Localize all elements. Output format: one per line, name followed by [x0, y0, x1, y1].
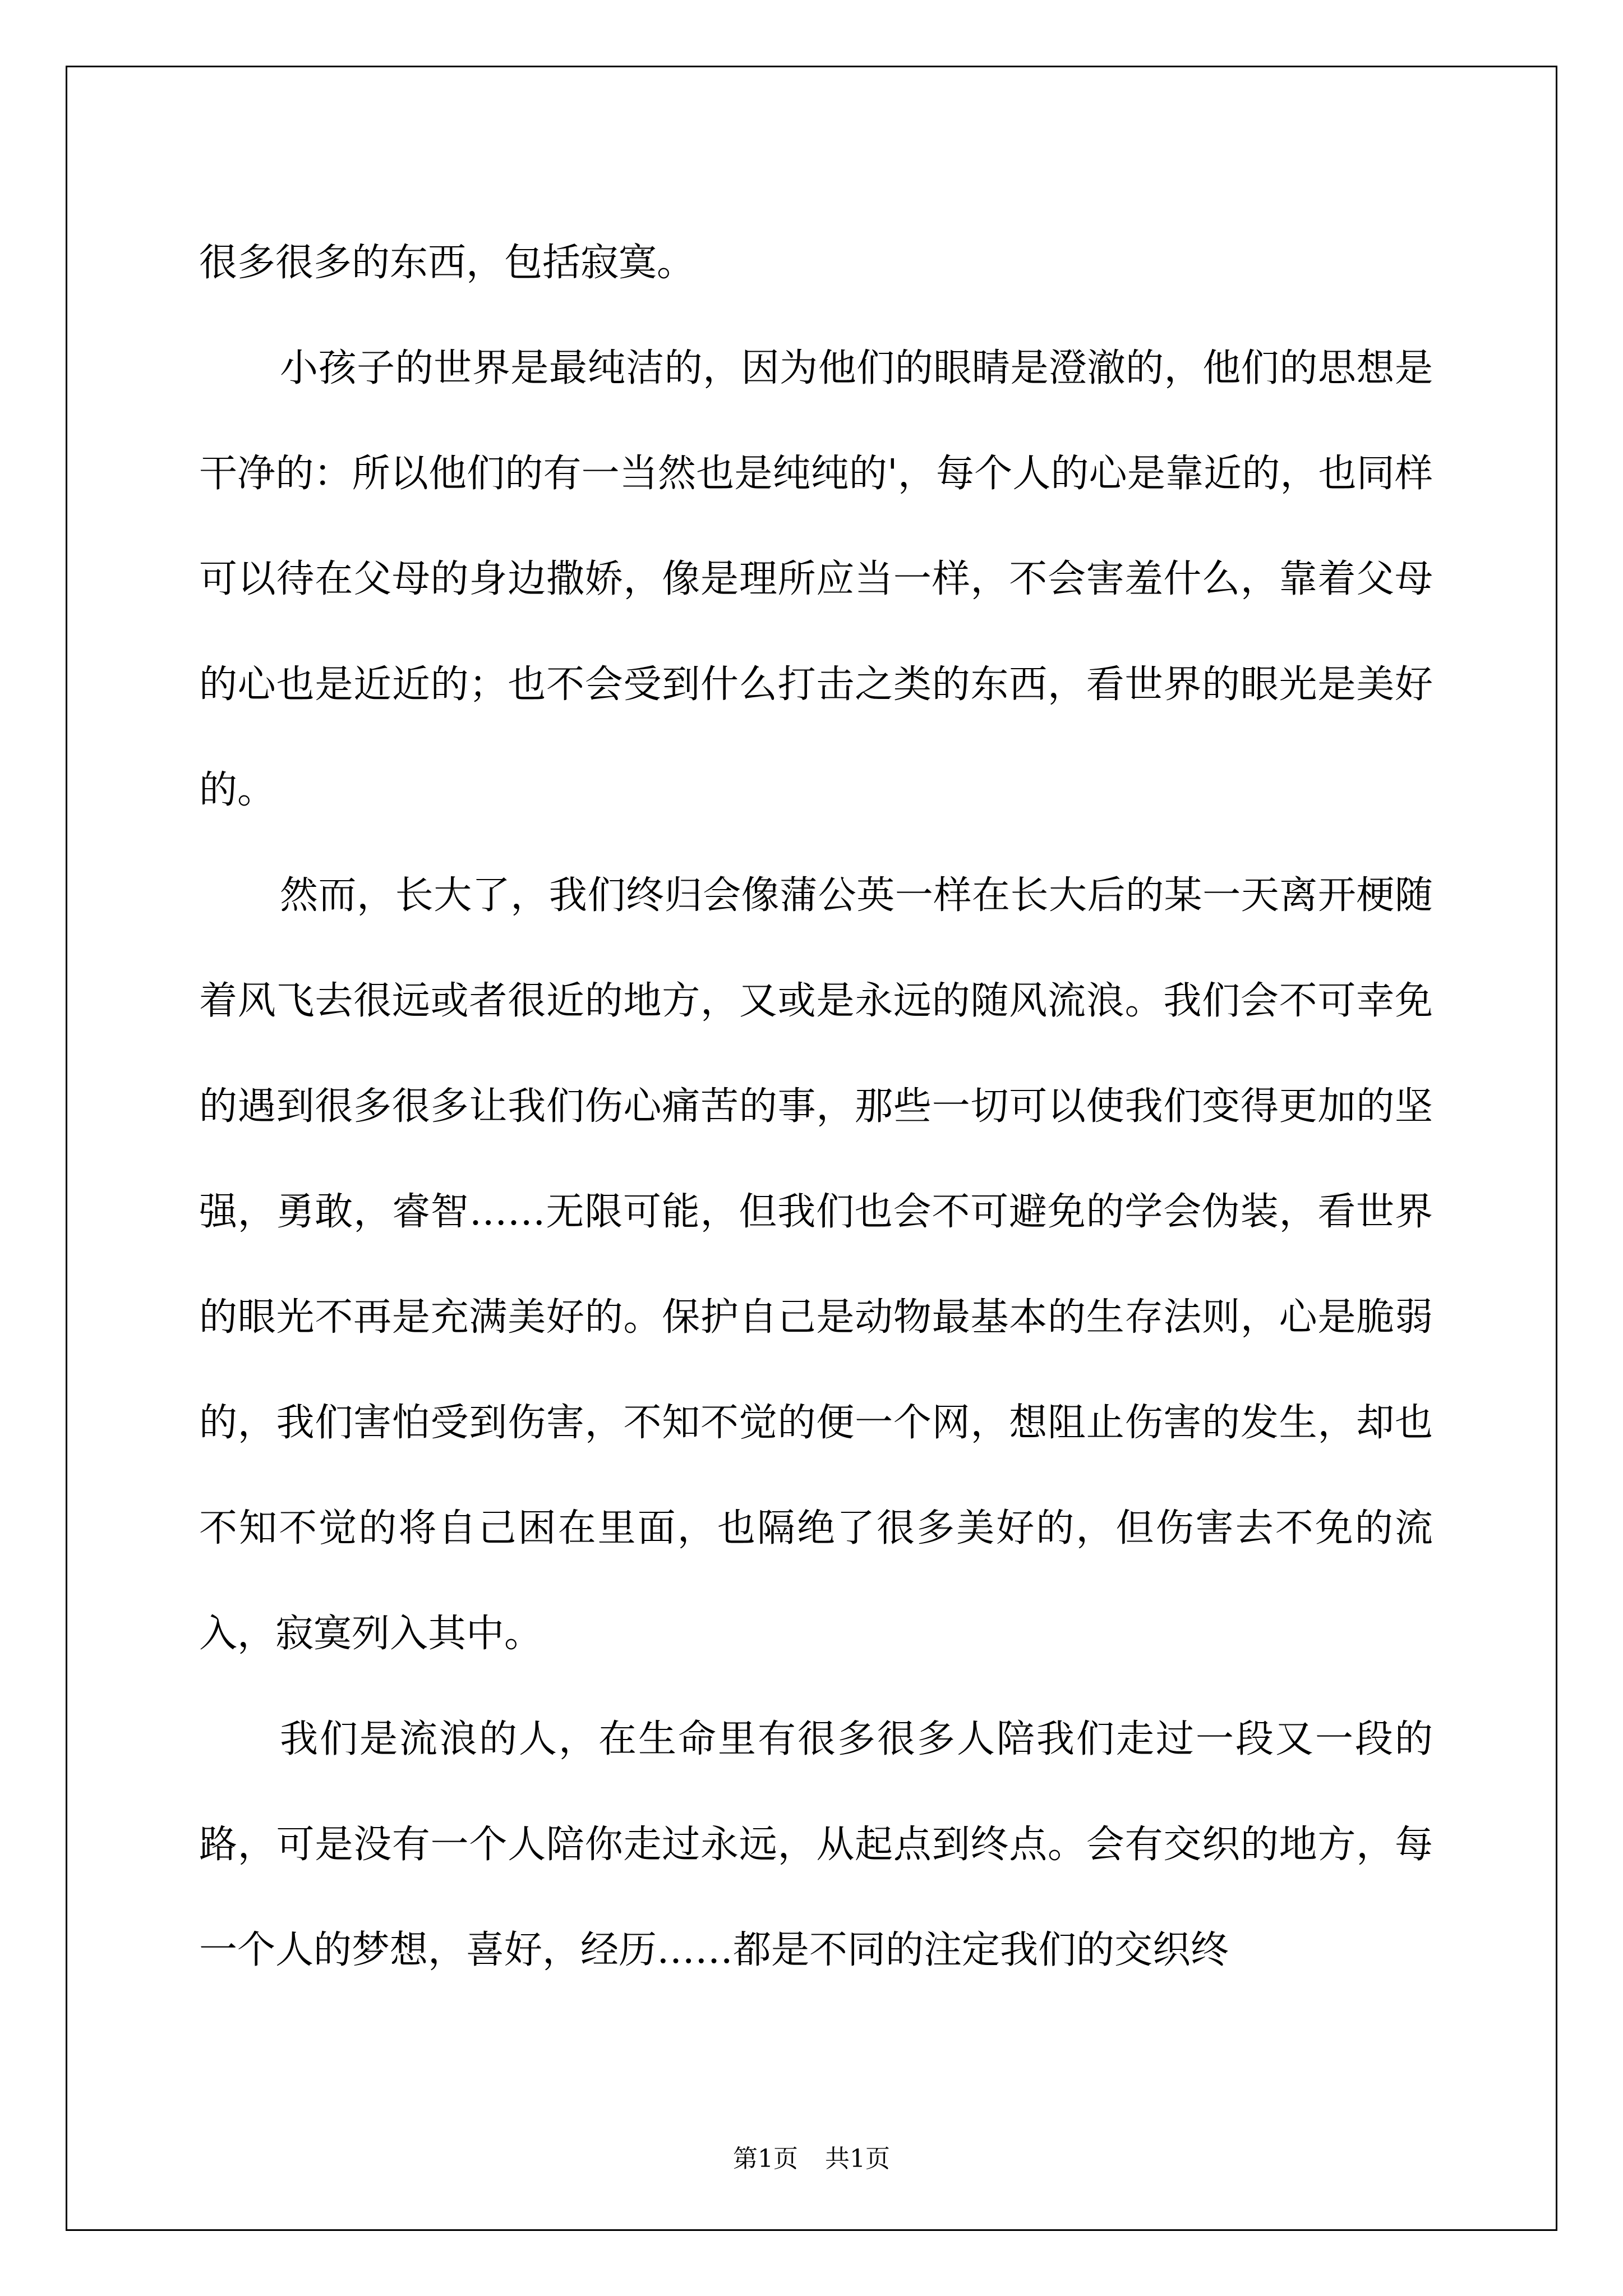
paragraph-4: 我们是流浪的人，在生命里有很多很多人陪我们走过一段又一段的路，可是没有一个人陪你走过永远，从起点到终点。会有交织的地方，每一个人的梦想，喜好，经历……都是不同的注定我们的交织终	[199, 1717, 1433, 1972]
paragraph-3: 然而，长大了，我们终归会像蒲公英一样在长大后的某一天离开梗随着风飞去很远或者很近的地方，又或是永远的随风流浪。我们会不可幸免的遇到很多很多让我们伤心痛苦的事，那些一切可以使我们变得更加的坚强，勇敢，睿智……无限可能，但我们也会不可避免的学会伪装，看世界的眼光不再是充满美好的。保护自己是动物最基本的生存法则，心是脆弱的，我们害怕受到伤害，不知不觉的便一个网，想阻止伤害的发生，却也不知不觉的将自己困在里面，也隔绝了很多美好的，但伤害去不免的流入，寂寞列入其中。	[199, 873, 1433, 1656]
page-number-total: 共1页	[825, 2145, 890, 2173]
paragraph-2: 小孩子的世界是最纯洁的，因为他们的眼睛是澄澈的，他们的思想是干净的：所以他们的有一当然也是纯纯的'，每个人的心是靠近的，也同样可以待在父母的身边撒娇，像是理所应当一样，不会害羞什么，靠着父母的心也是近近的；也不会受到什么打击之类的东西，看世界的眼光是美好的。	[199, 346, 1433, 812]
page-number-current: 第1页	[733, 2145, 798, 2173]
page-footer	[0, 2138, 1623, 2174]
paragraph-1: 很多很多的东西，包括寂寞。	[199, 241, 695, 285]
document-body	[199, 210, 1433, 2003]
